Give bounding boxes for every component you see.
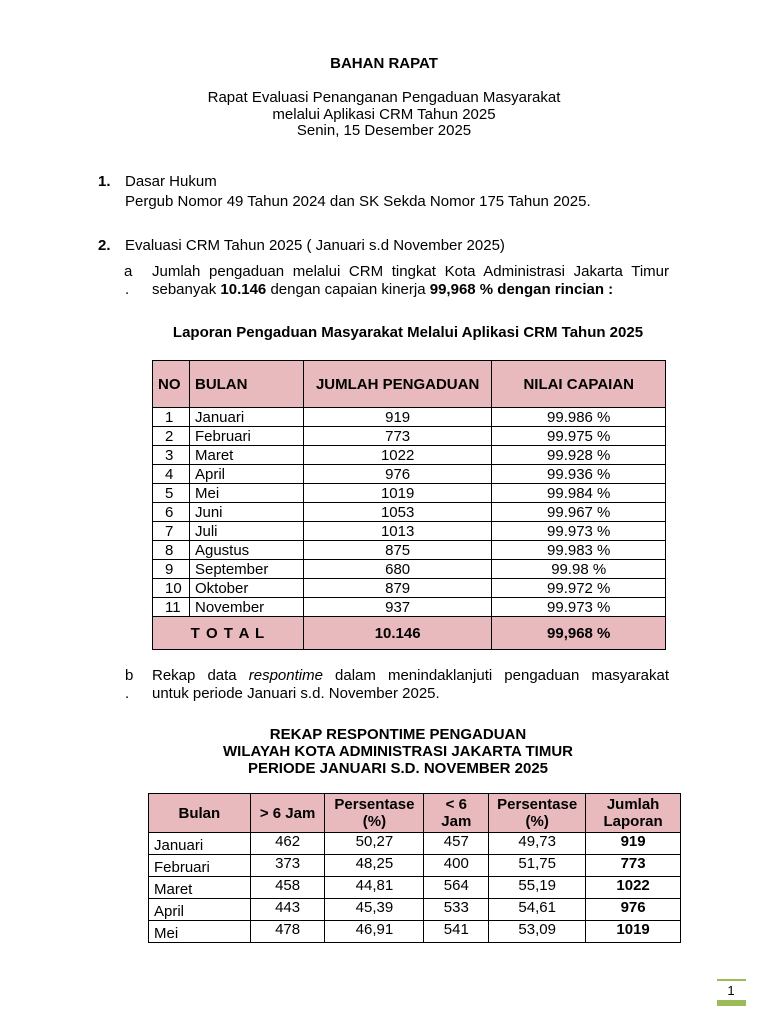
total-score: 99,968 % — [492, 617, 666, 650]
table-row — [153, 503, 666, 522]
table-row — [153, 560, 666, 579]
row-nilai: 99.983 % — [492, 541, 666, 560]
item-b-dot: . — [125, 685, 130, 702]
row-jumlah: 680 — [303, 560, 492, 579]
section-2-number: 2. — [98, 237, 111, 254]
item-b-line-1: Rekap data respontime dalam menindaklanjuti pengaduan masyarakat — [152, 667, 669, 684]
section-1-body: Pergub Nomor 49 Tahun 2024 dan SK Sekda Nomor 175 Tahun 2025. — [125, 193, 591, 210]
row-over-6: 458 — [250, 877, 325, 899]
header-jumlah: JUMLAH PENGADUAN — [303, 361, 492, 408]
subtitle-line-3: Senin, 15 Desember 2025 — [296, 122, 472, 139]
header-jumlah-laporan: Jumlah Laporan — [586, 794, 681, 833]
row-bulan: September — [189, 560, 303, 579]
table-1-title: Laporan Pengaduan Masyarakat Melalui Aplikasi CRM Tahun 2025 — [172, 324, 644, 341]
row-nilai: 99.972 % — [492, 579, 666, 598]
row-no: 11 — [153, 598, 190, 617]
row-jumlah: 937 — [303, 598, 492, 617]
section-2-heading: Evaluasi CRM Tahun 2025 ( Januari s.d November 2025) — [125, 237, 505, 254]
table-row — [153, 579, 666, 598]
row-over-6: 373 — [250, 855, 325, 877]
header-no: NO — [153, 361, 190, 408]
row-nilai: 99.928 % — [492, 446, 666, 465]
item-a-line-1: Jumlah pengaduan melalui CRM tingkat Kota Administrasi Jakarta Timur — [152, 263, 669, 280]
row-over-6: 478 — [250, 921, 325, 943]
row-jumlah: 1013 — [303, 522, 492, 541]
row-bulan: April — [149, 899, 251, 921]
row-nilai: 99.936 % — [492, 465, 666, 484]
row-jumlah: 1053 — [303, 503, 492, 522]
table-2-header-row — [149, 794, 681, 833]
row-bulan: Mei — [189, 484, 303, 503]
row-no: 1 — [153, 408, 190, 427]
row-pct-over: 46,91 — [325, 921, 424, 943]
row-jumlah-laporan: 1019 — [586, 921, 681, 943]
table-row — [153, 484, 666, 503]
row-under-6: 541 — [424, 921, 489, 943]
row-pct-over: 48,25 — [325, 855, 424, 877]
row-under-6: 564 — [424, 877, 489, 899]
section-1-heading: Dasar Hukum — [125, 173, 217, 190]
header-pct-under: Persentase (%) — [489, 794, 586, 833]
row-pct-under: 53,09 — [489, 921, 586, 943]
table-row — [153, 427, 666, 446]
row-pct-under: 51,75 — [489, 855, 586, 877]
subtitle-line-2: melalui Aplikasi CRM Tahun 2025 — [272, 106, 496, 123]
row-no: 10 — [153, 579, 190, 598]
header-pct-over: Persentase (%) — [325, 794, 424, 833]
row-pct-over: 44,81 — [325, 877, 424, 899]
row-no: 8 — [153, 541, 190, 560]
row-no: 5 — [153, 484, 190, 503]
total-count: 10.146 — [303, 617, 492, 650]
section-1-number: 1. — [98, 173, 111, 190]
row-jumlah: 976 — [303, 465, 492, 484]
page-marker-top — [717, 979, 746, 981]
row-bulan: Mei — [149, 921, 251, 943]
row-pct-over: 45,39 — [325, 899, 424, 921]
table-row — [153, 446, 666, 465]
row-jumlah: 879 — [303, 579, 492, 598]
subtitle-line-1: Rapat Evaluasi Penanganan Pengaduan Masyarakat — [207, 89, 561, 106]
row-bulan: Maret — [189, 446, 303, 465]
row-nilai: 99.984 % — [492, 484, 666, 503]
table-row — [153, 465, 666, 484]
table-row — [153, 541, 666, 560]
table-2-title-2: WILAYAH KOTA ADMINISTRASI JAKARTA TIMUR — [223, 743, 573, 760]
row-no: 2 — [153, 427, 190, 446]
header-over-6: > 6 Jam — [250, 794, 325, 833]
page-number: 1 — [727, 983, 735, 998]
table-2-title-1: REKAP RESPONTIME PENGADUAN — [269, 726, 527, 743]
total-label: T O T A L — [153, 617, 304, 650]
row-bulan: Agustus — [189, 541, 303, 560]
header-bulan: BULAN — [189, 361, 303, 408]
row-under-6: 400 — [424, 855, 489, 877]
row-nilai: 99.986 % — [492, 408, 666, 427]
row-jumlah: 875 — [303, 541, 492, 560]
respontime-table — [148, 793, 681, 943]
table-row — [149, 833, 681, 855]
row-bulan: April — [189, 465, 303, 484]
row-no: 3 — [153, 446, 190, 465]
row-nilai: 99.967 % — [492, 503, 666, 522]
table-row — [149, 855, 681, 877]
row-bulan: Maret — [149, 877, 251, 899]
row-bulan: November — [189, 598, 303, 617]
row-nilai: 99.975 % — [492, 427, 666, 446]
total-row — [153, 617, 666, 650]
row-over-6: 462 — [250, 833, 325, 855]
row-jumlah-laporan: 773 — [586, 855, 681, 877]
table-row — [153, 408, 666, 427]
row-pct-under: 55,19 — [489, 877, 586, 899]
row-no: 9 — [153, 560, 190, 579]
table-row — [149, 921, 681, 943]
item-a-marker: a — [124, 263, 133, 280]
row-no: 7 — [153, 522, 190, 541]
table-row — [149, 877, 681, 899]
page-marker-bottom — [717, 1000, 746, 1006]
row-bulan: Juni — [189, 503, 303, 522]
row-jumlah-laporan: 919 — [586, 833, 681, 855]
performance-score: 99,968 % dengan rincian : — [429, 281, 614, 298]
row-no: 4 — [153, 465, 190, 484]
row-jumlah-laporan: 976 — [586, 899, 681, 921]
row-no: 6 — [153, 503, 190, 522]
total-complaints: 10.146 — [220, 281, 267, 298]
document-title: BAHAN RAPAT — [330, 55, 438, 72]
row-jumlah-laporan: 1022 — [586, 877, 681, 899]
item-a-dot: . — [125, 281, 130, 298]
row-nilai: 99.973 % — [492, 598, 666, 617]
table-row — [153, 598, 666, 617]
table-header-row — [153, 361, 666, 408]
row-bulan: Januari — [189, 408, 303, 427]
item-b-line-2: untuk periode Januari s.d. November 2025. — [152, 685, 440, 702]
row-under-6: 457 — [424, 833, 489, 855]
row-nilai: 99.98 % — [492, 560, 666, 579]
header-nilai: NILAI CAPAIAN — [492, 361, 666, 408]
complaints-table — [152, 360, 666, 650]
row-bulan: Januari — [149, 833, 251, 855]
header-bulan-2: Bulan — [149, 794, 251, 833]
row-over-6: 443 — [250, 899, 325, 921]
row-bulan: Februari — [189, 427, 303, 446]
row-under-6: 533 — [424, 899, 489, 921]
item-b-marker: b — [125, 667, 134, 684]
row-jumlah: 919 — [303, 408, 492, 427]
row-bulan: Februari — [149, 855, 251, 877]
row-jumlah: 1019 — [303, 484, 492, 503]
row-pct-over: 50,27 — [325, 833, 424, 855]
header-under-6: < 6 Jam — [424, 794, 489, 833]
row-nilai: 99.973 % — [492, 522, 666, 541]
row-bulan: Oktober — [189, 579, 303, 598]
item-a-line-2: sebanyak 10.146 dengan capaian kinerja 99,968 % dengan rincian : — [152, 281, 614, 298]
table-row — [153, 522, 666, 541]
table-row — [149, 899, 681, 921]
row-pct-under: 49,73 — [489, 833, 586, 855]
row-pct-under: 54,61 — [489, 899, 586, 921]
row-jumlah: 773 — [303, 427, 492, 446]
table-2-title-3: PERIODE JANUARI S.D. NOVEMBER 2025 — [247, 760, 549, 777]
row-bulan: Juli — [189, 522, 303, 541]
row-jumlah: 1022 — [303, 446, 492, 465]
